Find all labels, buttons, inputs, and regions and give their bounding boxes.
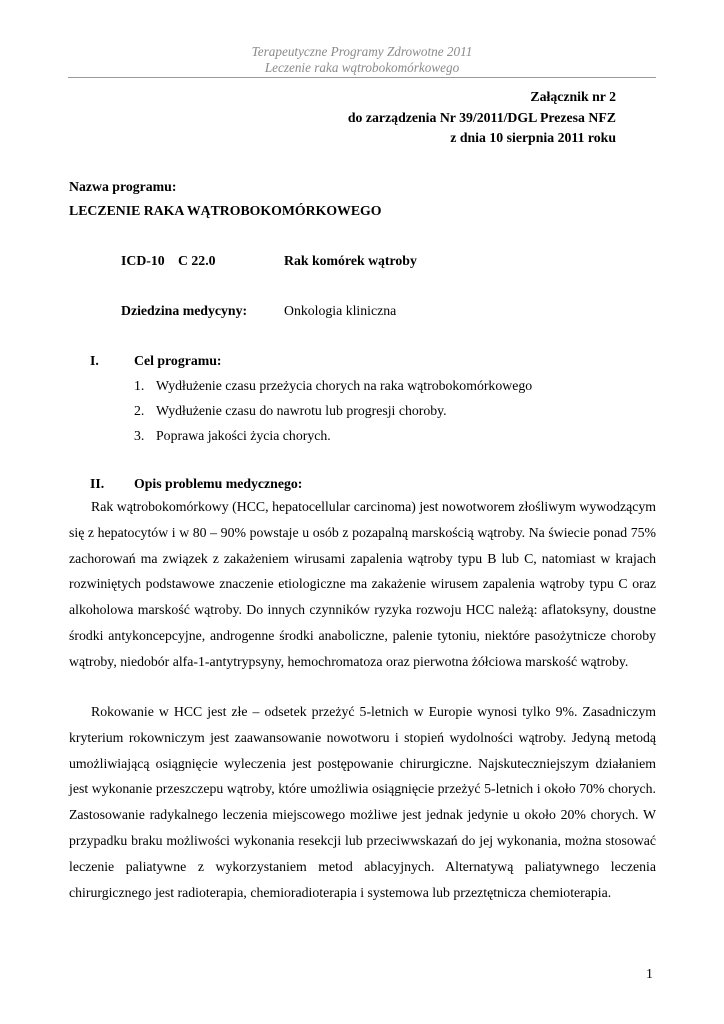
section-2-numeral: II. bbox=[90, 476, 105, 491]
program-name-value: LECZENIE RAKA WĄTROBOKOMÓRKOWEGO bbox=[69, 203, 382, 218]
list-item: Wydłużenie czasu do nawrotu lub progresji choroby. bbox=[156, 403, 447, 418]
annex-date: z dnia 10 sierpnia 2011 roku bbox=[450, 130, 616, 145]
list-item: Poprawa jakości życia chorych. bbox=[156, 428, 331, 443]
list-item: Wydłużenie czasu przeżycia chorych na raka wątrobokomórkowego bbox=[156, 378, 533, 393]
field-value: Onkologia kliniczna bbox=[284, 303, 397, 318]
list-item-number: 1. bbox=[134, 378, 145, 393]
running-header-title: Terapeutyczne Programy Zdrowotne 2011 bbox=[251, 44, 473, 59]
field-label: Dziedzina medycyny: bbox=[121, 303, 248, 318]
icd-description: Rak komórek wątroby bbox=[284, 253, 417, 268]
icd-label: ICD-10 bbox=[121, 253, 165, 268]
list-item-number: 3. bbox=[134, 428, 145, 443]
section-1-numeral: I. bbox=[90, 353, 99, 368]
body-paragraph-1: Rak wątrobokomórkowy (HCC, hepatocellular carcinoma) jest nowotworem złośliwym wywodzącym się z hepatocytów i w 80 – 90% powstaje u osób z pozapalną marskością wątroby. Na świecie ponad 75% zachorowań ma związek z zakażeniem wirusami zapalenia wątroby typu B lub C, natomiast w krajach rozwiniętych podstawowe znaczenie etiologiczne ma zakażenie wirusem zapalenia wątroby typu C oraz alkoholowa marskość wątroby. Do innych czynników ryzyka rozwoju HCC należą: aflatoksyny, doustne środki antykoncepcyjne, androgenne środki anaboliczne, palenie tytoniu, niektóre pasożytnicze choroby wątroby, niedobór alfa-1-antytrypsyny, hemochromatoza oraz pierwotna żółciowa marskość wątroby. bbox=[69, 499, 656, 669]
header-rule bbox=[68, 77, 656, 78]
section-1-title: Cel programu: bbox=[134, 353, 222, 368]
body-paragraph-2: Rokowanie w HCC jest złe – odsetek przeżyć 5-letnich w Europie wynosi tylko 9%. Zasadniczym kryterium rokowniczym jest zaawansowanie nowotworu i stopień wydolności wątroby. Jedyną metodą umożliwiającą osiągnięcie wyleczenia jest postępowanie chirurgiczne. Najskuteczniejszym działaniem jest wykonanie przeszczepu wątroby, które umożliwia osiągnięcie przeżyć 5-letnich i około 70% chorych. Zastosowanie radykalnego leczenia miejscowego możliwe jest jednak jedynie u około 20% chorych. W przypadku braku możliwości wykonania resekcji lub przeciwwskazań do jej wykonania, można stosować leczenie paliatywne z wykorzystaniem metod ablacyjnych. Alternatywą paliatywnego leczenia chirurgicznego jest radioterapia, chemioradioterapia i systemowa lub przeztętnicza chemioterapia. bbox=[69, 704, 656, 900]
annex-regulation: do zarządzenia Nr 39/2011/DGL Prezesa NFZ bbox=[347, 110, 616, 125]
icd-code: C 22.0 bbox=[178, 253, 216, 268]
annex-number: Załącznik nr 2 bbox=[530, 89, 616, 104]
page-number: 1 bbox=[646, 966, 653, 981]
list-item-number: 2. bbox=[134, 403, 145, 418]
running-header-subtitle: Leczenie raka wątrobokomórkowego bbox=[264, 60, 460, 75]
section-2-title: Opis problemu medycznego: bbox=[134, 476, 303, 491]
program-name-label: Nazwa programu: bbox=[69, 179, 177, 194]
